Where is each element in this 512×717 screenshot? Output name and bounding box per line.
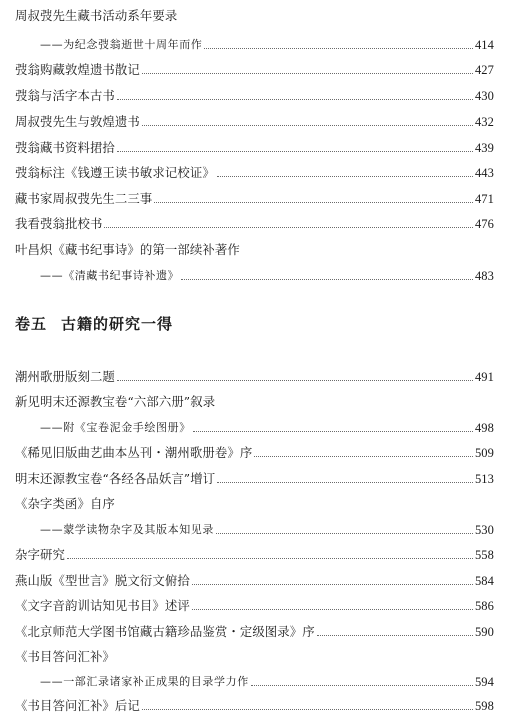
toc-entry [40,670,494,690]
toc-entry [15,58,494,78]
entry-page: 439 [474,141,494,155]
leader-dots [204,48,473,49]
leader-dots [217,176,473,177]
leader-dots [117,380,473,381]
leader-dots [216,533,473,534]
entry-page: 584 [474,574,494,588]
leader-dots [104,227,473,228]
entry-page: 590 [474,625,494,639]
entry-page: 509 [474,446,494,460]
entry-title: 弢翁标注《钱遵王读书敏求记校证》 [15,165,215,180]
leader-dots [181,279,473,280]
toc-entry [15,620,494,640]
toc-entry [40,264,494,284]
entry-page: 594 [474,675,494,689]
toc-entry [15,467,494,487]
leader-dots [117,99,473,100]
entry-title: ——《清藏书纪事诗补遗》 [40,269,180,282]
toc-entry [15,694,494,714]
toc-entry [15,569,494,589]
toc-entry [15,4,494,24]
entry-title: 《稀见旧版曲艺曲本丛刊・潮州歌册卷》序 [15,445,253,460]
entry-title: 《杂字类函》自序 [15,496,115,511]
entry-title: ——为纪念弢翁逝世十周年而作 [40,38,203,51]
entry-page: 513 [474,472,494,486]
entry-title: 藏书家周叔弢先生二三事 [15,191,153,206]
entry-title: 叶昌炽《藏书纪事诗》的第一部续补著作 [15,242,240,257]
leader-dots [142,125,473,126]
entry-page: 498 [474,421,494,435]
entry-page: 483 [474,269,494,283]
toc-entry [15,161,494,181]
entry-title: ——附《宝卷泥金手绘图册》 [40,421,191,434]
toc-entry [15,84,494,104]
entry-title: 潮州歌册版刻二题 [15,369,115,384]
toc-entry [15,543,494,563]
toc-entry [15,238,494,258]
entry-page: 491 [474,370,494,384]
toc-entry [40,416,494,436]
toc-entry [15,441,494,461]
entry-title: 周叔弢先生藏书活动系年要录 [15,8,178,23]
leader-dots [117,151,473,152]
entry-title: 弢翁藏书资料捃拾 [15,140,115,155]
toc-entry [15,645,494,665]
entry-page: 476 [474,217,494,231]
toc-entry [40,518,494,538]
toc-entry [15,365,494,385]
toc-entry [40,33,494,53]
entry-title: 明末还源教宝卷“各经各品妖言”增订 [15,471,216,486]
leader-dots [251,685,473,686]
entry-title: 弢翁与活字本古书 [15,88,115,103]
entry-title: ——蒙学读物杂字及其版本知见录 [40,523,214,536]
leader-dots [254,456,473,457]
leader-dots [217,482,473,483]
entry-page: 427 [474,63,494,77]
entry-title: 燕山版《型世言》脱文衍文俯拾 [15,573,190,588]
toc-entry [15,390,494,410]
entry-title: 周叔弢先生与敦煌遗书 [15,114,140,129]
entry-title: 《书目答问汇补》 [15,649,115,664]
leader-dots [192,584,473,585]
section-heading [15,313,173,334]
entry-title: 弢翁购藏敦煌遗书散记 [15,62,140,77]
leader-dots [193,431,473,432]
entry-page: 558 [474,548,494,562]
leader-dots [154,202,473,203]
toc-entry [15,594,494,614]
entry-page: 586 [474,599,494,613]
section-volume: 卷五 [15,315,48,333]
entry-title: 杂字研究 [15,547,65,562]
entry-page: 443 [474,166,494,180]
entry-page: 414 [474,38,494,52]
entry-page: 432 [474,115,494,129]
leader-dots [142,73,473,74]
toc-entry [15,136,494,156]
toc-entry [15,492,494,512]
entry-page: 598 [474,699,494,713]
entry-title: 《文字音韵训诂知见书目》述评 [15,598,190,613]
leader-dots [192,609,473,610]
toc-entry [15,110,494,130]
entry-title: ——一部汇录诸家补正成果的目录学力作 [40,675,249,688]
entry-title: 我看弢翁批校书 [15,216,103,231]
section-name: 古籍的研究一得 [61,315,174,333]
entry-title: 《北京师范大学图书馆藏古籍珍品鉴赏・定级图录》序 [15,624,315,639]
entry-page: 430 [474,89,494,103]
entry-title: 《书目答问汇补》后记 [15,698,140,713]
leader-dots [317,635,473,636]
leader-dots [67,558,473,559]
entry-page: 471 [474,192,494,206]
entry-title: 新见明末还源教宝卷“六部六册”叙录 [15,394,216,409]
toc-entry [15,212,494,232]
toc-entry [15,187,494,207]
leader-dots [142,709,473,710]
entry-page: 530 [474,523,494,537]
